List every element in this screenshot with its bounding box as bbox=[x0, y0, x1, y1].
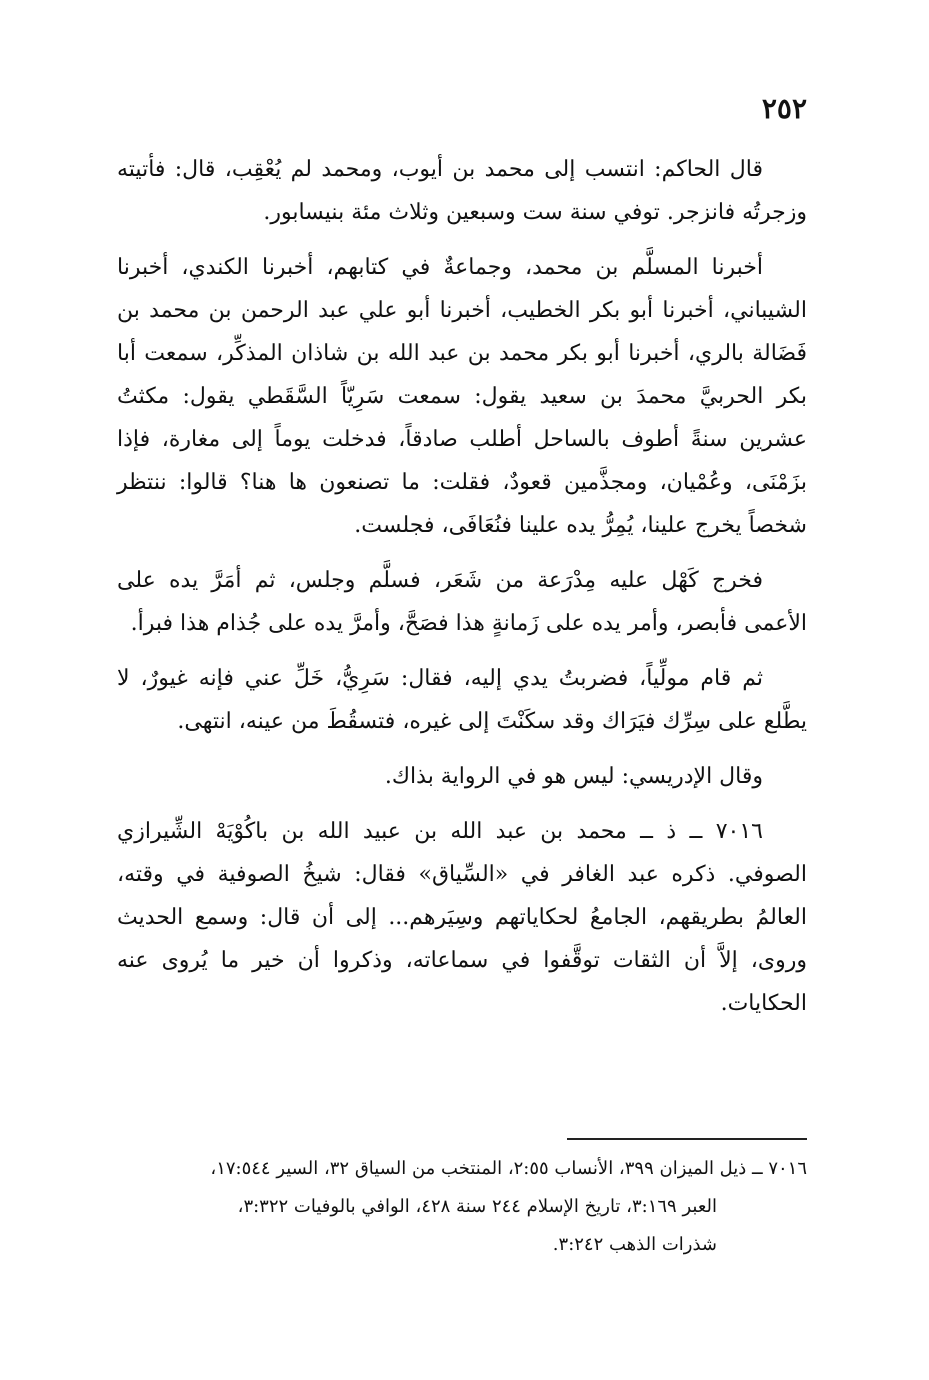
paragraph-idrisi: وقال الإدريسي: ليس هو في الرواية بذاك. bbox=[384, 764, 763, 789]
main-text bbox=[117, 148, 807, 1025]
footnote-line: ٧٠١٦ ــ ذيل الميزان ٣٩٩، الأنساب ٢:٥٥، المنتخب من السياق ٣٢، السير ١٧:٥٤٤، bbox=[210, 1158, 807, 1179]
paragraph-entry-7016: ٧٠١٦ ــ ذ ــ محمد بن عبد الله بن عبيد الله بن باكُوْيَهْ الشِّيرازي الصوفي. ذكره عبد الغافر في «السِّياق» فقال: شيخُ الصوفية في وقته، العالمُ بطريقهم، الجامعُ لحكاياتهم وسِيَرهم... إلى أن قال: وسمع الحديث وروى، إلاَّ أن الثقات توقَّفوا في سماعاته، وذكروا أن خير ما يُروى عنه الحكايات. bbox=[117, 819, 807, 1016]
footnote-divider bbox=[567, 1138, 807, 1140]
page-number: ٢٥٢ bbox=[761, 92, 807, 125]
paragraph-kahl: فخرج كَهْل عليه مِدْرَعة من شَعَر، فسلَّم وجلس، ثم أمَرَّ يده على الأعمى فأبصر، وأمر يده على زَمانةٍ هذا فصَحَّ، وأمرَّ يده على جُذام هذا فبرأ. bbox=[117, 568, 807, 636]
paragraph-sari: ثم قام مولِّياً، فضربتُ يدي إليه، فقال: سَرِيُّ، خَلِّ عني فإنه غيورٌ، لا يطَّلع على سِرِّك فيَرَاك وقد سكَنْتَ إلى غيره، فتسقُطَ من عينه، انتهى. bbox=[117, 666, 807, 734]
paragraph-isnad: أخبرنا المسلَّم بن محمد، وجماعةٌ في كتابهم، أخبرنا الكندي، أخبرنا الشيباني، أخبرنا أبو بكر الخطيب، أخبرنا أبو علي عبد الرحمن بن محمد بن فَضَالة بالري، أخبرنا أبو بكر محمد بن عبد الله بن شاذان المذكِّر، سمعت أبا بكر الحربيَّ محمدَ بن سعيد يقول: سمعت سَرِيّاً السَّقَطي يقول: مكثتُ عشرين سنةً أطوف بالساحل أطلب صادقاً، فدخلت يوماً إلى مغارة، فإذا بزَمْنَى، وعُمْيان، ومجذَّمين قعودٌ، فقلت: ما تصنعون ها هنا؟ قالوا: ننتظر شخصاً يخرج علينا، يُمِرُّ يده علينا فنُعَافَى، فجلست. bbox=[117, 255, 807, 538]
footnote-block bbox=[117, 1150, 807, 1264]
footnote-line: شذرات الذهب ٣:٢٤٢. bbox=[552, 1234, 717, 1255]
footnote-line: العبر ٣:١٦٩، تاريخ الإسلام ٢٤٤ سنة ٤٢٨، الوافي بالوفيات ٣:٣٢٢، bbox=[237, 1196, 717, 1217]
paragraph-hakim-quote: قال الحاكم: انتسب إلى محمد بن أيوب، ومحمد لم يُعْقِب، قال: فأتيته وزجرتُه فانزجر. توفي سنة ست وسبعين وثلاث مئة بنيسابور. bbox=[117, 157, 807, 225]
